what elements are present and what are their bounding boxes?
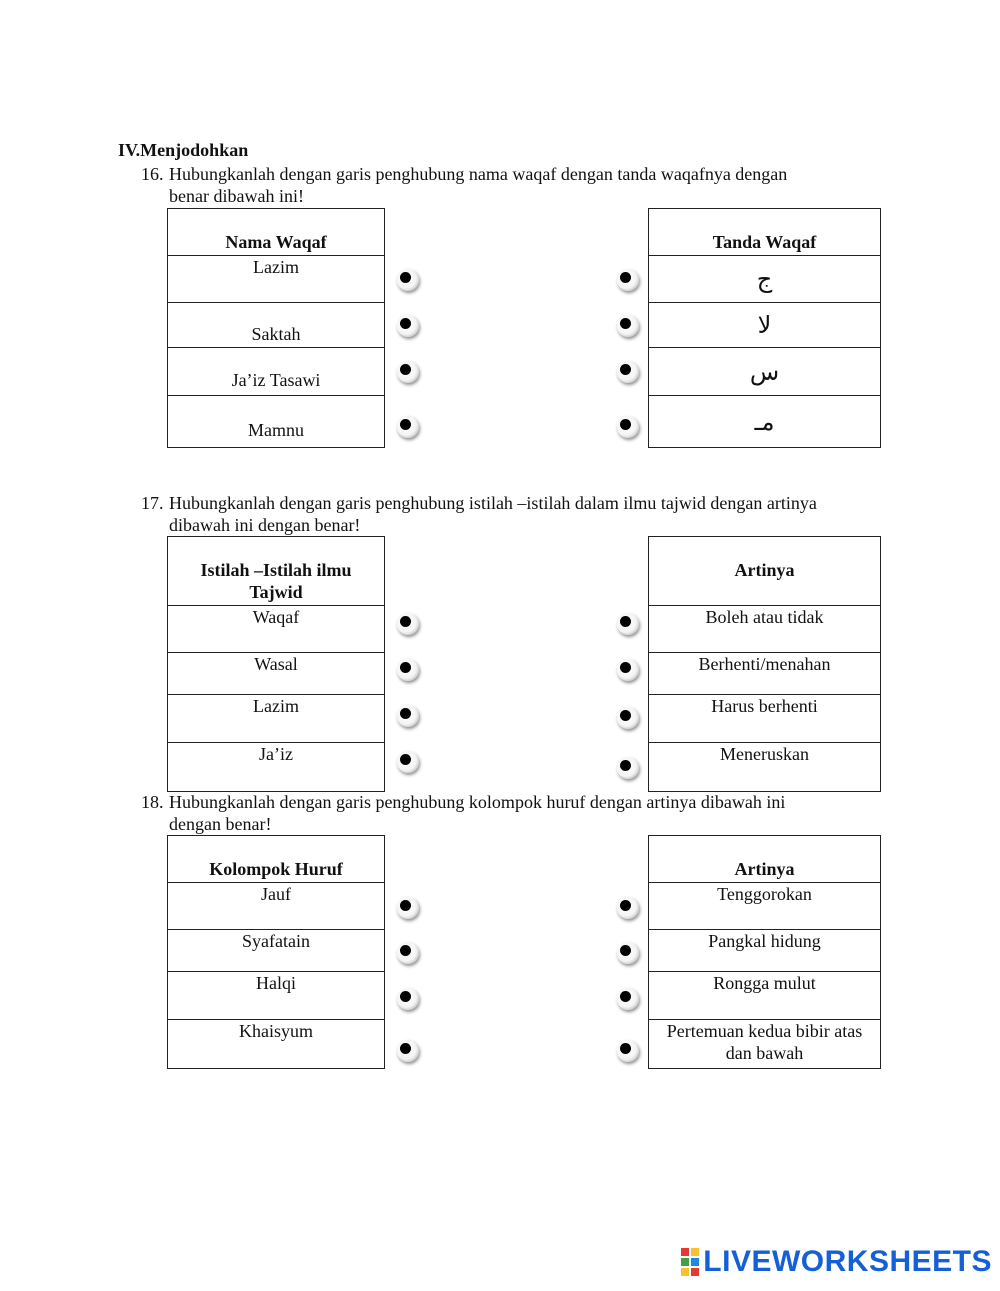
- left-item: Lazim: [168, 256, 385, 303]
- match-point-icon[interactable]: [617, 416, 639, 438]
- left-item: Mamnu: [168, 396, 385, 448]
- left-item: Ja’iz Tasawi: [168, 348, 385, 396]
- right-item: Pangkal hidung: [649, 930, 881, 972]
- left-item: Saktah: [168, 303, 385, 348]
- question-number: 16.: [141, 164, 164, 184]
- right-item: Tenggorokan: [649, 883, 881, 930]
- column-header: Tanda Waqaf: [649, 209, 881, 256]
- match-point-icon[interactable]: [617, 361, 639, 383]
- match-point-icon[interactable]: [617, 315, 639, 337]
- instruction-line: Hubungkanlah dengan garis penghubung istilah –istilah dalam ilmu tajwid dengan artinya: [169, 493, 817, 513]
- right-item-line: Pertemuan kedua bibir atas: [666, 1021, 863, 1041]
- left-item: Syafatain: [168, 930, 385, 972]
- question-18: [0, 791, 1000, 835]
- waqaf-sign: مـ: [649, 396, 881, 448]
- match-point-icon[interactable]: [617, 897, 639, 919]
- left-table-q17: [167, 536, 385, 792]
- waqaf-sign: ج: [649, 256, 881, 303]
- instruction-line: dibawah ini dengan benar!: [169, 515, 361, 535]
- column-header: Nama Waqaf: [168, 209, 385, 256]
- match-point-icon[interactable]: [617, 613, 639, 635]
- right-table-q18: [648, 835, 881, 1069]
- instruction-line: Hubungkanlah dengan garis penghubung kolompok huruf dengan artinya dibawah ini: [169, 792, 786, 812]
- left-item: Ja’iz: [168, 743, 385, 792]
- header-line: Istilah –Istilah ilmu: [200, 560, 352, 580]
- match-point-icon[interactable]: [617, 757, 639, 779]
- left-item: Jauf: [168, 883, 385, 930]
- left-item: Waqaf: [168, 606, 385, 653]
- right-item: [649, 1020, 881, 1069]
- match-point-icon[interactable]: [617, 659, 639, 681]
- left-item: Halqi: [168, 972, 385, 1020]
- question-instruction: [169, 492, 889, 536]
- right-item-line: dan bawah: [725, 1043, 804, 1063]
- header-line: Tajwid: [249, 582, 303, 602]
- liveworksheets-brand[interactable]: [681, 1245, 992, 1279]
- left-item: Wasal: [168, 653, 385, 695]
- match-point-icon[interactable]: [617, 269, 639, 291]
- match-point-icon[interactable]: [397, 897, 419, 919]
- column-header: Kolompok Huruf: [168, 836, 385, 883]
- match-point-icon[interactable]: [397, 751, 419, 773]
- right-item: Rongga mulut: [649, 972, 881, 1020]
- match-point-icon[interactable]: [397, 416, 419, 438]
- section-title: IV.Menjodohkan: [118, 140, 249, 160]
- match-point-icon[interactable]: [617, 1040, 639, 1062]
- liveworksheets-logo-icon: [681, 1248, 699, 1276]
- column-header: Artinya: [649, 537, 881, 606]
- question-instruction: [169, 791, 889, 835]
- question-number: 18.: [141, 792, 164, 812]
- match-point-icon[interactable]: [397, 361, 419, 383]
- question-number: 17.: [141, 493, 164, 513]
- match-point-icon[interactable]: [397, 269, 419, 291]
- instruction-line: benar dibawah ini!: [169, 186, 304, 206]
- match-point-icon[interactable]: [617, 942, 639, 964]
- left-table-q18: [167, 835, 385, 1069]
- brand-name: LIVEWORKSHEETS: [703, 1245, 992, 1278]
- left-item: Lazim: [168, 695, 385, 743]
- match-point-icon[interactable]: [397, 613, 419, 635]
- instruction-line: dengan benar!: [169, 814, 272, 834]
- question-16: [0, 163, 1000, 207]
- match-point-icon[interactable]: [397, 705, 419, 727]
- column-header: [168, 537, 385, 606]
- left-table-q16: [167, 208, 385, 448]
- right-item: Meneruskan: [649, 743, 881, 792]
- match-point-icon[interactable]: [397, 659, 419, 681]
- right-table-q17: [648, 536, 881, 792]
- match-point-icon[interactable]: [397, 988, 419, 1010]
- match-point-icon[interactable]: [397, 1040, 419, 1062]
- instruction-line: Hubungkanlah dengan garis penghubung nama waqaf dengan tanda waqafnya dengan: [169, 164, 788, 184]
- waqaf-sign: س: [649, 348, 881, 396]
- left-item: Khaisyum: [168, 1020, 385, 1069]
- right-table-q16: [648, 208, 881, 448]
- right-item: Berhenti/menahan: [649, 653, 881, 695]
- match-point-icon[interactable]: [617, 988, 639, 1010]
- question-17: [0, 492, 1000, 536]
- match-point-icon[interactable]: [617, 707, 639, 729]
- right-item: Harus berhenti: [649, 695, 881, 743]
- match-point-icon[interactable]: [397, 942, 419, 964]
- waqaf-sign: لا: [649, 303, 881, 348]
- question-instruction: [169, 163, 889, 207]
- match-point-icon[interactable]: [397, 315, 419, 337]
- column-header: Artinya: [649, 836, 881, 883]
- right-item: Boleh atau tidak: [649, 606, 881, 653]
